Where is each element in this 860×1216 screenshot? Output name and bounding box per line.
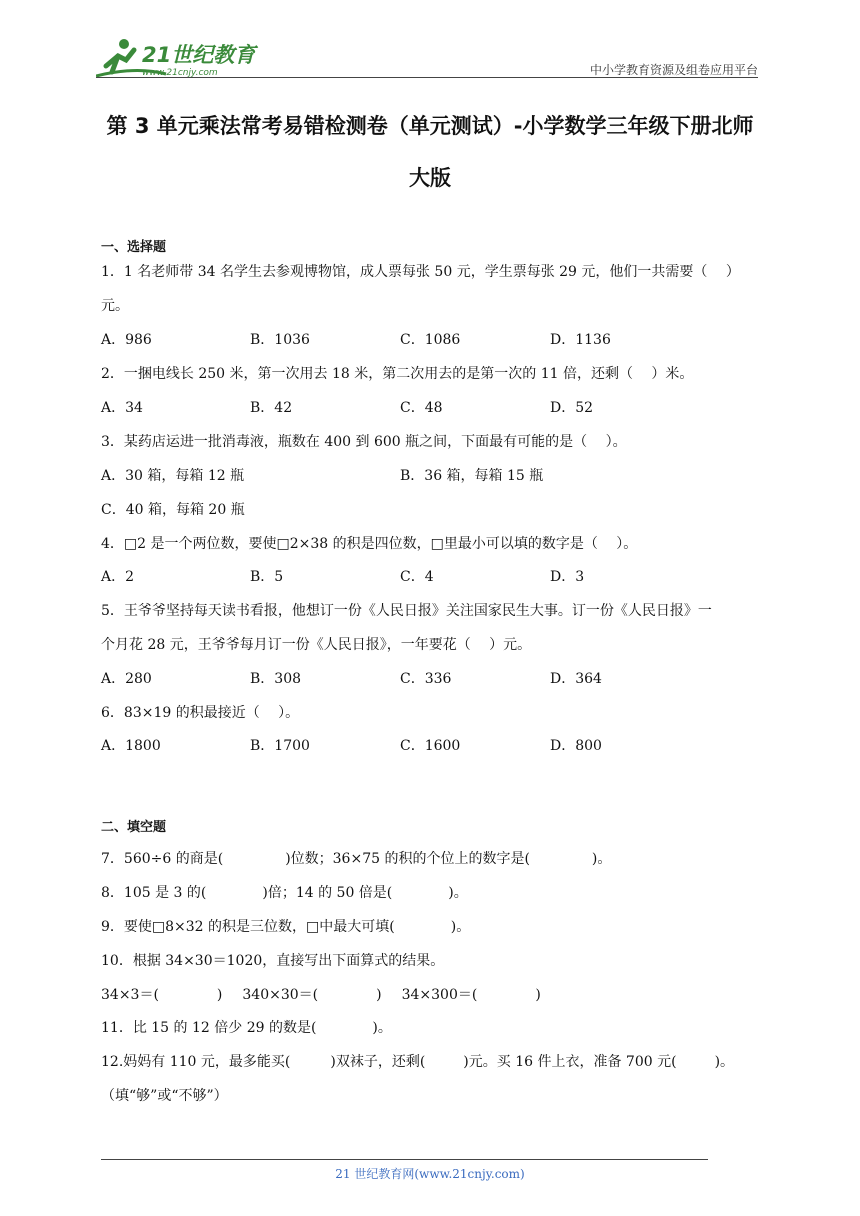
question-1-text-cont: 元。 — [101, 298, 129, 314]
q6-option-d: D．800 — [550, 738, 602, 754]
title-line-1: 第 3 单元乘法常考易错检测卷（单元测试）-小学数学三年级下册北师 — [106, 114, 754, 138]
q6-option-b: B．1700 — [250, 738, 310, 754]
question-9-text: 9．要使□8×32 的积是三位数，□中最大可填( )。 — [101, 919, 471, 935]
q5-option-d: D．364 — [550, 671, 602, 687]
question-5-text: 5．王爷爷坚持每天读书看报，他想订一份《人民日报》关注国家民生大事。订一份《人民日报》一 — [101, 603, 712, 619]
q1-option-b: B．1036 — [250, 332, 310, 348]
runner-logo-icon — [96, 36, 266, 78]
question-7-text: 7．560÷6 的商是( )位数；36×75 的积的个位上的数字是( )。 — [101, 851, 612, 867]
q5-option-b: B．308 — [250, 671, 302, 687]
question-3-text: 3．某药店运进一批消毒液，瓶数在 400 到 600 瓶之间，下面最有可能的是（ ）。 — [101, 434, 627, 450]
question-12-text: 12.妈妈有 110 元，最多能买( )双袜子，还剩( )元。买 16 件上衣，准备 700 元( )。 — [101, 1054, 735, 1070]
question-10-text: 10．根据 34×30＝1020，直接写出下面算式的结果。 — [101, 953, 445, 969]
logo-url: www.21cnjy.com — [142, 68, 218, 78]
q2-option-b: B．42 — [250, 400, 293, 416]
q4-option-c: C．4 — [400, 569, 434, 585]
question-1-text: 1．1 名老师带 34 名学生去参观博物馆，成人票每张 50 元，学生票每张 29 元，他们一共需要（ ） — [101, 264, 740, 280]
q5-option-a: A．280 — [101, 671, 152, 687]
logo-text: 21世纪教育 — [142, 43, 256, 67]
platform-name: 中小学教育资源及组卷应用平台 — [589, 63, 758, 77]
q1-option-c: C．1086 — [400, 332, 461, 348]
q2-option-c: C．48 — [400, 400, 443, 416]
question-6-text: 6．83×19 的积最接近（ ）。 — [101, 705, 300, 721]
q6-option-a: A．1800 — [101, 738, 161, 754]
q4-option-a: A．2 — [101, 569, 135, 585]
section-heading-fill: 二、填空题 — [101, 820, 167, 835]
footer-divider — [101, 1159, 708, 1160]
section-heading-choice: 一、选择题 — [101, 240, 167, 255]
title-line-2: 大版 — [409, 166, 451, 190]
question-5-text-cont: 个月花 28 元，王爷爷每月订一份《人民日报》，一年要花（ ）元。 — [101, 637, 532, 653]
q1-option-a: A．986 — [101, 332, 152, 348]
site-logo — [96, 36, 266, 78]
footer-link[interactable]: 21 世纪教育网(www.21cnjy.com) — [335, 1167, 525, 1181]
page-title — [96, 100, 764, 204]
q2-option-a: A．34 — [101, 400, 143, 416]
q2-option-d: D．52 — [550, 400, 594, 416]
q3-option-b: B．36 箱，每箱 15 瓶 — [400, 468, 544, 484]
q3-option-a: A．30 箱，每箱 12 瓶 — [101, 468, 245, 484]
header-divider — [96, 77, 758, 78]
question-12-text-cont: （填“够”或“不够”） — [101, 1088, 228, 1104]
q1-option-d: D．1136 — [550, 332, 611, 348]
q4-option-d: D．3 — [550, 569, 585, 585]
q5-option-c: C．336 — [400, 671, 452, 687]
question-4-text: 4．□2 是一个两位数，要使□2×38 的积是四位数，□里最小可以填的数字是（ ）。 — [101, 536, 638, 552]
q6-option-c: C．1600 — [400, 738, 461, 754]
q3-option-c: C．40 箱，每箱 20 瓶 — [101, 502, 245, 518]
question-2-text: 2．一捆电线长 250 米，第一次用去 18 米，第二次用去的是第一次的 11 倍，还剩（ ）米。 — [101, 366, 694, 382]
question-10-expressions: 34×3＝( ) 340×30＝( ) 34×300＝( ) — [101, 987, 541, 1003]
q4-option-b: B．5 — [250, 569, 284, 585]
question-11-text: 11．比 15 的 12 倍少 29 的数是( )。 — [101, 1020, 392, 1036]
question-8-text: 8．105 是 3 的( )倍；14 的 50 倍是( )。 — [101, 885, 468, 901]
